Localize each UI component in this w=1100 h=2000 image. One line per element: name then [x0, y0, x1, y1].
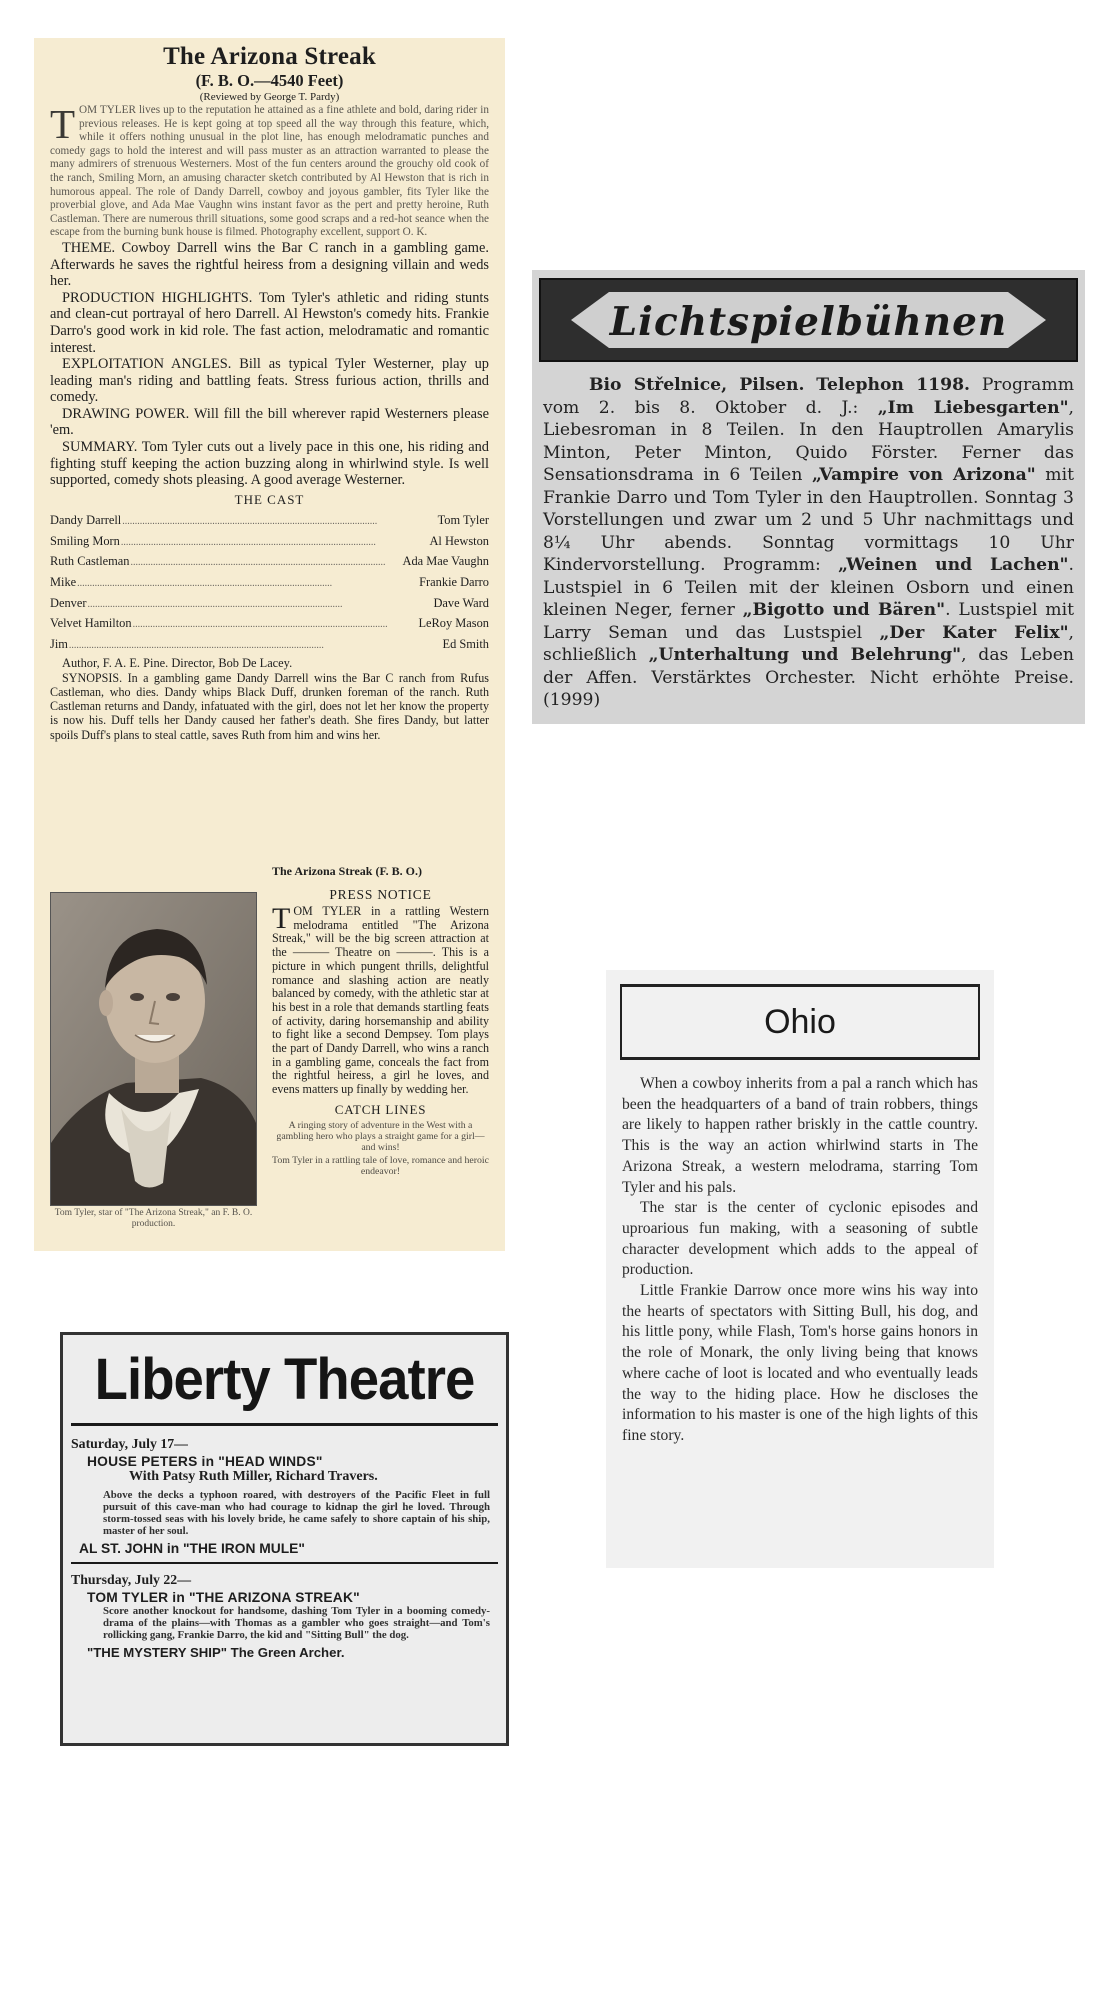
- ohio-article: [622, 1074, 978, 1447]
- second-feature: "THE MYSTERY SHIP" The Green Archer.: [87, 1645, 345, 1660]
- arizona-streak-review-clipping: [34, 38, 505, 1251]
- show-date: Saturday, July 17—: [71, 1436, 188, 1451]
- cast-actor: Ada Mae Vaughn: [402, 554, 489, 569]
- review-byline: (Reviewed by George T. Pardy): [199, 91, 340, 103]
- cast-role: Mike: [50, 574, 77, 589]
- second-feature: AL ST. JOHN in "THE IRON MULE": [79, 1541, 305, 1556]
- drop-cap: T: [272, 902, 291, 935]
- cast-role: Velvet Hamilton: [50, 616, 132, 631]
- article-paragraph: Little Frankie Darrow once more wins his way into the hearts of spectators with Sitting Bull, his dog, and his little pony, while Flash, Tom's horse gains honors in the role of Monark, the only living being that knows where cache of loot is located and who eventually leads the way to the hiding place. How he discloses the information to his master is one of the high lights of this fine story.: [622, 1282, 978, 1444]
- film-title: „Im Liebesgarten": [877, 397, 1069, 418]
- lichtspielbuehnen-clipping: [532, 270, 1085, 724]
- cast-actor: Dave Ward: [433, 595, 489, 610]
- review-credits: Author, F. A. E. Pine. Director, Bob De Lacey.: [62, 655, 293, 670]
- review-theme: THEME. Cowboy Darrell wins the Bar C ranch in a gambling game. Afterwards he saves the rightful heiress from a designing villain and weds her.: [50, 239, 489, 290]
- review-synopsis: SYNOPSIS. In a gambling game Dandy Darrell wins the Bar C ranch from Rufus Castleman, who dies. Dandy whips Black Duff, drunken foreman of the ranch. Ruth Castleman returns and Dandy, infatuated with the girl, does not let her know the property is now his. Duff tells her Dandy caused her father's death. She fires Dandy, but latter spoils Duff's plans to steal cattle, saves Ruth from him and wins her.: [50, 670, 489, 742]
- review-intro: [50, 101, 489, 240]
- cast-row: Dandy Darrell ...................................................................................................... Tom Tyler: [50, 511, 489, 532]
- divider: [71, 1423, 498, 1426]
- cast-role: Dandy Darrell: [50, 512, 122, 527]
- press-notice-title: PRESS NOTICE: [329, 887, 432, 902]
- actor-photo: [50, 892, 257, 1206]
- cast-list: [50, 511, 489, 656]
- show-date: Thursday, July 22—: [71, 1572, 191, 1587]
- press-notice-body: [272, 902, 489, 1097]
- cast-role: Smiling Morn: [50, 533, 120, 548]
- feature-title: HOUSE PETERS in "HEAD WINDS": [87, 1454, 323, 1469]
- feature-title: TOM TYLER in "THE ARIZONA STREAK": [87, 1590, 360, 1605]
- catch-line: Tom Tyler in a rattling tale of love, romance and heroic endeavor!: [272, 1154, 489, 1177]
- film-title: „Vampire von Arizona": [811, 465, 1036, 485]
- portrait-illustration: [51, 893, 256, 1205]
- banner: [539, 278, 1078, 362]
- cast-role: Ruth Castleman: [50, 554, 130, 569]
- liberty-theatre-ad: [60, 1332, 509, 1746]
- cinema-program-text: Bio Střelnice, Pilsen. Telephon 1198. Programm vom 2. bis 8. Oktober d. J.: „Im Liebesgarten", Liebesroman in 8 Teilen. In den Hauptrollen Amarylis Minton, Peter Minton, Quido Förster. Ferner das Sensationsdrama in 6 Teilen „Vampire von Arizona" mit Frankie Darro und Tom Tyler in den Hauptrollen. Sonntag 3 Vorstellungen und zwar um 2 und 5 Uhr nachmittags und 8¼ Uhr abends. Sonntag vormittags 10 Uhr Kindervorstellung. Programm: „Weinen und Lachen". Lustspiel in 6 Teilen mit der kleinen Osborn und einen kleinen Neger, ferner „Bigotto und Bären". Lustspiel mit Larry Seman und das Lustspiel „Der Kater Felix", schließlich „Unterhaltung und Belehrung", das Leben der Affen. Verstärktes Orchester. Nicht erhöhte Preise. (1999): [543, 375, 1075, 710]
- cast-actor: Frankie Darro: [419, 574, 489, 589]
- theatre-heading: Liberty Theatre: [94, 1347, 475, 1412]
- review-intro-text: OM TYLER lives up to the reputation he attained as a fine athlete and bold, daring rider in previous releases. He is kept going at top speed all the way through this feature, which, while it offers nothing unusual in the plot line, has enough melodramatic punches and comedy gags to hold the interest and will pass muster as an attraction warranted to please the many admirers of strenuous Westerners. Most of the fun centers around the grouchy old cook of the ranch, Smiling Morn, an amusing character sketch contributed by Al Hewston that is rich in humorous appeal. The role of Dandy Darrell, cowboy and joyous gambler, fits Tyler like the proverbial glove, and Ada Mae Vaughn wins instant favor as the pert and pretty heroine, Ruth Castleman. There are numerous thrill situations, some good scraps and a red-hot seance when the escape from the burning bunk house is filmed. Photography excellent, support O. K.: [50, 104, 489, 239]
- review-drawing-power: DRAWING POWER. Will fill the bill wherever rapid Westerners please 'em.: [50, 405, 489, 439]
- cast-row: Mike ...................................................................................................... Frankie Darro: [50, 573, 489, 594]
- catch-lines-heading: CATCH LINES: [334, 1101, 427, 1117]
- film-title: „Bigotto und Bären": [742, 600, 946, 620]
- feature-blurb: Score another knockout for handsome, dashing Tom Tyler in a booming comedy-drama of the plains—with Thomas as a gambler who goes straight—and Tom's rollicking gang, Frankie Darro, the kid and "Sitting Bull" the dog.: [103, 1605, 490, 1641]
- catch-line: A ringing story of adventure in the West with a gambling hero who plays a straight game for a girl—and wins!: [276, 1119, 485, 1153]
- review-title: The Arizona Streak: [163, 43, 376, 70]
- feature-cast: With Patsy Ruth Miller, Richard Travers.: [129, 1469, 378, 1484]
- ohio-clipping: [606, 970, 994, 1568]
- cast-actor: LeRoy Mason: [418, 616, 489, 631]
- press-notice-column: [272, 864, 489, 1179]
- cinema-name: Bio Střelnice, Pilsen.: [589, 375, 805, 395]
- review-subtitle: (F. B. O.—4540 Feet): [195, 71, 344, 90]
- ohio-title: Ohio: [620, 984, 980, 1060]
- cast-heading: THE CAST: [234, 491, 305, 507]
- cast-actor: Tom Tyler: [437, 512, 489, 527]
- feature-blurb: Above the decks a typhoon roared, with destroyers of the Pacific Fleet in full pursuit of this cave-man who had courage to kidnap the girl he loved. Through storm-tossed seas with his lovely bride, he came safely to shore captain of his ship, master of her soul.: [103, 1489, 490, 1537]
- cast-row: Ruth Castleman ...................................................................................................... Ada Mae Vaughn: [50, 552, 489, 573]
- cast-row: Denver ...................................................................................................... Dave Ward: [50, 594, 489, 615]
- film-title: „Unterhaltung und Belehrung": [648, 645, 962, 665]
- cast-actor: Al Hewston: [429, 533, 489, 548]
- banner-heading: Lichtspielbühnen: [609, 299, 1008, 345]
- article-paragraph: The star is the center of cyclonic episodes and uproarious fun making, with a seasoning of subtle character development which adds to the appeal of production.: [622, 1199, 978, 1279]
- drop-cap: T: [50, 101, 76, 147]
- film-title: „Weinen und Lachen": [838, 555, 1069, 575]
- cast-actor: Ed Smith: [442, 637, 489, 652]
- cast-role: Jim: [50, 637, 68, 652]
- cast-row: Smiling Morn ...................................................................................................... Al Hewston: [50, 532, 489, 553]
- review-production-highlights: PRODUCTION HIGHLIGHTS. Tom Tyler's athletic and riding stunts and clean-cut portrayal of hero Darrell. Al Hewston's comedy hits. Frankie Darro's good work in kid role. The fast action, melodramatic and romantic interest.: [50, 289, 489, 356]
- press-section: [50, 864, 489, 1244]
- press-notice-text: OM TYLER in a rattling Western melodrama entitled "The Arizona Streak," will be the big screen attraction at the ——— Theatre on ———. This is a picture in which pungent thrills, delightful romance and slashing action are neatly balanced by comedy, with the athletic star at his best in a role that demands startling feats of activity, daring horsemanship and ability to fight like a second Dempsey. Tom plays the part of Dandy Darrell, who wins a ranch in a gambling game, conceals the fact from the rightful heiress, a girl he loves, and evens matters up finally by wedding her.: [272, 904, 489, 1097]
- cinema-phone: Telephon 1198.: [816, 375, 971, 395]
- article-paragraph: When a cowboy inherits from a pal a ranch which has been the headquarters of a band of train robbers, things are likely to happen rather briskly in the cattle country. This is the way an action whirlwind starts in The Arizona Streak, a western melodrama, starring Tom Tyler and his pals.: [622, 1075, 978, 1196]
- film-title: „Der Kater Felix": [879, 622, 1069, 643]
- cast-role: Denver: [50, 595, 87, 610]
- review-summary: SUMMARY. Tom Tyler cuts out a lively pace in this one, his riding and fighting stuff keeping the action buzzing along in whirlwind style. Is well supported, comedy shots pleasing. A good average Westerner.: [50, 439, 489, 489]
- photo-caption: Tom Tyler, star of "The Arizona Streak," an F. B. O. production.: [54, 1208, 253, 1229]
- review-exploitation-angles: EXPLOITATION ANGLES. Bill as typical Tyler Westerner, play up leading man's riding and battling feats. Stress furious action, thrills and comedy.: [50, 356, 489, 406]
- cast-row: Jim ...................................................................................................... Ed Smith: [50, 635, 489, 656]
- divider: [71, 1562, 498, 1564]
- cast-row: Velvet Hamilton ...................................................................................................... LeRoy Mason: [50, 614, 489, 635]
- press-header: The Arizona Streak (F. B. O.): [272, 864, 423, 878]
